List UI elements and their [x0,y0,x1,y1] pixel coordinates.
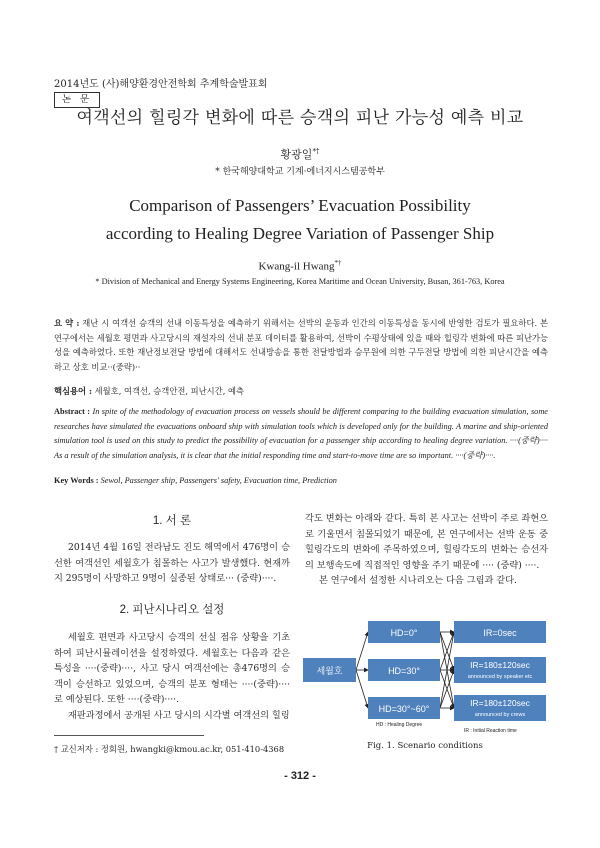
right-column-body [305,511,548,589]
section-2-paragraph-2: 재판과정에서 공개된 사고 당시의 시각별 여객선의 힐링 [68,709,290,721]
hd-note: HD : Healing Degree [376,722,423,728]
footnote: † 교신저자 : 정회원, hwangki@kmou.ac.kr, 051-410-4368 [54,744,285,754]
abstract-korean [54,316,548,374]
abstract-english-text: In spite of the methodology of evacuation process on vessels should be different comparing to the building evacuation simulation, some researches have simulated the evacuations onboard ship with simulation tools which is developed only for the building. A marine and ship-oriented simulation tool is used on this study to predict the possibility of evacuation for a passenger ship according to healing degree variation. ····(중략)···· As a result of the simulation analysis, it is clear that the initial responding time and start-to-move time are so important. ····(중략)····. [54,407,548,460]
affiliation-english: * Division of Mechanical and Energy Systems Engineering, Korea Maritime and Ocean University, Busan, 361-763, Korea [95,277,505,286]
author-korean [0,146,600,162]
affiliation-korean: * 한국해양대학교 기계·에너지시스템공학부 [215,167,385,177]
section-1-body [54,540,290,587]
keywords-korean [54,384,548,399]
author-name-en: Kwang-il Hwang [258,260,335,273]
hd-label-2: HD=30° [388,666,420,676]
footnote-rule [54,735,204,736]
ir-label-1: IR=0sec [483,628,517,638]
ir-label-3: IR=180±120sec [470,698,530,708]
keywords-english [54,474,548,489]
ir-sub-3: announced by crews [474,712,526,718]
author-mark: *† [312,147,320,156]
keywords-english-label: Key Words : [54,476,99,485]
hd-label-1: HD=0° [390,628,418,638]
abstract-korean-label: 요 약 : [54,318,80,328]
section-1-paragraph: 2014년 4월 16일 전라남도 진도 해역에서 476명이 승선한 여객선인 세월호가 침몰하는 사고가 발생했다. 현재까지 295명이 사망하고 9명이 실종된 상태로··· (중략)····. [54,542,290,584]
ir-note: IR : Initial Reaction time [464,728,517,734]
section-2-paragraph-1: 세월호 편면과 사고당시 승객의 선실 점유 상황을 기초하여 피난시뮬레이션을 설정하였다. 세월호는 다음과 같은 특성을 ····(중략)····, 사고 당시 여객선에는 총476명의 승객이 승선하고 있었으며, 승객의 분포 형태는 ····(중략)···· 로 예상된다. 또한 ····(중략)····. [54,632,290,705]
keywords-english-text: Sewol, Passenger ship, Passengers' safety, Evacuation time, Prediction [100,476,337,485]
keywords-korean-label: 핵심용어 : [54,386,93,396]
page-number: - 312 - [284,770,316,782]
keywords-korean-text: 세월호, 여객선, 승객안전, 피난시간, 예측 [94,386,244,396]
title-english-line1: Comparison of Passengers’ Evacuation Possibility [129,196,471,215]
section-1-title: 1. 서 론 [152,515,192,527]
section-2-body [54,630,290,723]
abstract-english [54,405,548,463]
hd-label-3: HD=30°~60° [378,704,430,714]
author-name: 황광일 [280,148,313,161]
title-english-line2: according to Healing Degree Variation of Passenger Ship [105,224,495,243]
right-paragraph-2: 본 연구에서 설정한 시나리오는 다음 그림과 같다. [319,575,517,586]
author-mark-en: *† [334,259,342,267]
ship-label: 세월호 [316,667,343,677]
scenario-diagram [300,612,550,737]
title-korean: 여객선의 힐링각 변화에 따른 승객의 피난 가능성 예측 비교 [76,108,524,128]
right-paragraph-1: 각도 변화는 아래와 같다. 특히 본 사고는 선박이 주로 좌현으로 기울면서 침몰되었기 때문에, 본 연구에서는 선박 운동 중 힐링각도의 변화에 주목하였으며, 힐링각도의 변화는 승선자의 보행속도에 직접적인 영향을 주기 때문에 ···· (중략) ····. [305,513,548,571]
conference-header: 2014년도 (사)해양환경안전학회 추계학술발표회 [54,79,268,90]
title-english [0,192,600,248]
author-english [0,259,600,273]
paper-category-box: 논 문 [54,92,100,108]
abstract-korean-text: 재난 시 여객선 승객의 선내 이동특성을 예측하기 위해서는 선박의 운동과 인간의 이동특성을 동시에 반영한 검토가 필요하다. 본 연구에서는 세월호 평면과 사고당시의 재설자의 선내 분포 데이터를 활용하여, 선박이 수평상태에 있을 때와 힐링각 변화에 따른 피난가능성을 예측하였다. 또한 재난정보전달 방법에 대해서도 선내방송을 통한 전달방법과 승무원에 의한 구두전달 방법에 의한 피난시간을 예측하고 상호 비교··(중략)·· [54,318,549,372]
abstract-english-label: Abstract : [54,407,91,416]
section-2-title: 2. 피난시나리오 설정 [119,604,225,616]
figure-caption: Fig. 1. Scenario conditions [367,741,483,751]
ir-label-2: IR=180±120sec [470,660,530,670]
ir-sub-2: announced by speaker etc [467,674,533,680]
